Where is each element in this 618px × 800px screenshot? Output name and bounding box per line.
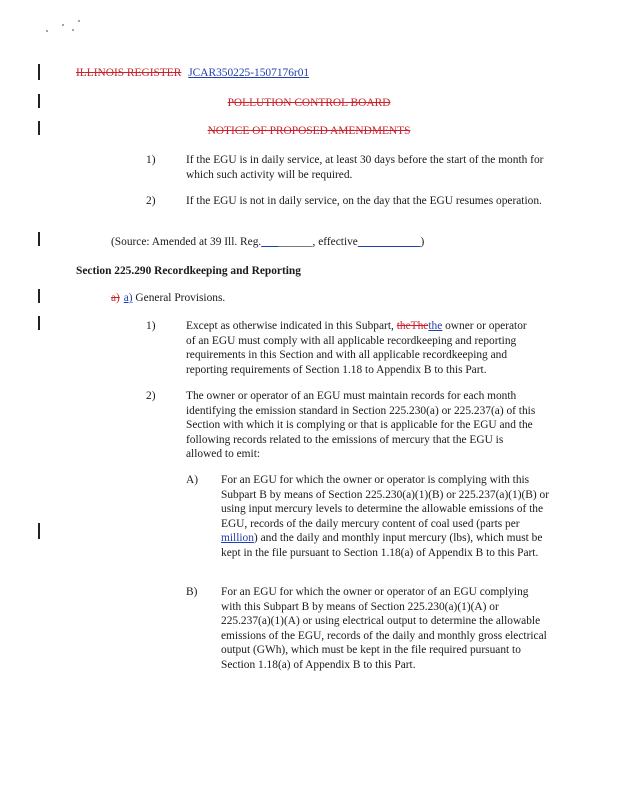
para1-deleted-1: the (396, 320, 411, 332)
change-bar (38, 64, 40, 80)
subsection-inserted: a) (123, 292, 133, 304)
source-suffix: ) (420, 236, 425, 248)
scan-speck (46, 30, 48, 32)
list-item-number: 1) (146, 154, 156, 166)
paraA-post: ) and the daily and monthly input mercury (lbs), which must be kept in the file pursuant to Section 1.18(a) of Appendix B to this Part. (221, 532, 543, 559)
register-deleted: ILLINOIS REGISTER (76, 67, 182, 79)
paraA-inserted: million (221, 532, 254, 545)
subparagraph-text: For an EGU for which the owner or operator of an EGU complying with this Subpart B by means of Section 225.230(a)(1)(A) or 225.237(a)(1)(A) or using electrical output to determine the allowable emissions of the EGU, records of the daily and monthly gross electrical output (GWh), which must be kept in the file required pursuant to Section 1.18(a) of Appendix B to this Part. (221, 586, 547, 671)
para1-post: owner or operator of an EGU must comply with all applicable recordkeeping and reporting requirements in this Section and with all applicable recordkeeping and reporting requirements of Section 1.18 to Appendix B to this Part. (186, 320, 527, 376)
subparagraph-text (221, 473, 551, 561)
register-inserted: JCAR350225-1507176r01 (188, 67, 310, 79)
register-header (76, 66, 309, 81)
scan-speck (72, 29, 74, 31)
paragraph-text (186, 319, 536, 377)
source-inserted-1: ___ (261, 236, 279, 248)
paragraph-text: The owner or operator of an EGU must maintain records for each month identifying the emission standard in Section 225.230(a) or 225.237(a) of this Section with which it is complying or that is applicable for the EGU and the following records related to the emissions of mercury that the EGU is allowed to emit: (186, 390, 536, 461)
change-bar (38, 289, 40, 303)
source-prefix: (Source: Amended at 39 Ill. Reg. (111, 236, 262, 248)
para1-pre: Except as otherwise indicated in this Subpart, (186, 320, 394, 332)
section-heading: Section 225.290 Recordkeeping and Reporting (76, 265, 301, 277)
source-middle: ______, effective (278, 236, 358, 248)
change-bar (38, 523, 40, 539)
source-inserted-2: ___________ (357, 236, 421, 248)
change-bar (38, 232, 40, 246)
list-item-number: 2) (146, 195, 156, 207)
para1-deleted-2: The (410, 320, 429, 332)
list-item-text: If the EGU is in daily service, at least 30 days before the start of the month for which such activity will be required. (186, 154, 544, 181)
subparagraph-number: B) (186, 586, 198, 598)
notice-title: NOTICE OF PROPOSED AMENDMENTS (207, 125, 411, 137)
source-note (111, 235, 424, 250)
subsection-deleted: a) (111, 292, 120, 304)
change-bar (38, 316, 40, 330)
scan-speck (62, 24, 64, 26)
paragraph-number: 1) (146, 320, 156, 332)
list-item-text: If the EGU is not in daily service, on the day that the EGU resumes operation. (186, 195, 542, 207)
scan-speck (78, 20, 80, 22)
paragraph-number: 2) (146, 390, 156, 402)
paraA-pre: For an EGU for which the owner or operator is complying with this Subpart B by means of Section 225.230(a)(1)(B) or 225.237(a)(1)(B) or using input mercury levels to determine the allowable emissions of the EGU, records of the daily mercury content of coal used (parts per (221, 474, 550, 530)
subsection-title: General Provisions. (132, 292, 226, 304)
subsection-label (111, 291, 225, 306)
para1-inserted: the (428, 320, 443, 332)
subparagraph-number: A) (186, 474, 199, 486)
board-title: POLLUTION CONTROL BOARD (227, 97, 391, 109)
